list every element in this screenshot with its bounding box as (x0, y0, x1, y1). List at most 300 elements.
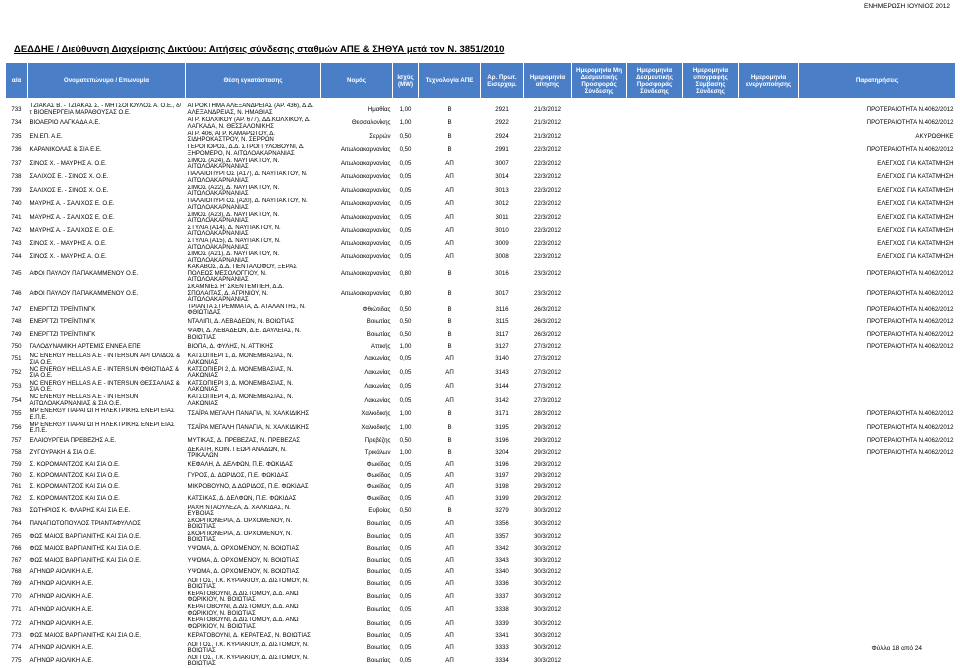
row-number: 734 (11, 119, 22, 127)
application-date: 30/3/2012 (533, 593, 562, 601)
binding-offer-date (627, 617, 683, 630)
contract-date (683, 317, 739, 328)
technology: Β (447, 506, 452, 514)
notes (799, 471, 956, 482)
activation-date (739, 317, 799, 328)
nonbinding-offer-date (572, 171, 627, 185)
notes (799, 617, 956, 630)
application-date: 26/3/2012 (533, 318, 562, 326)
technology: Β (447, 306, 452, 314)
power-mw: 0,05 (399, 579, 412, 587)
table-row (6, 460, 956, 471)
notes: ΠΡΟΤΕΡΑΙΟΤΗΤΑ Ν.4062/2012 (866, 410, 954, 418)
protocol-number: 3334 (495, 657, 509, 665)
binding-offer-date (627, 578, 683, 591)
contract-date (683, 408, 739, 422)
power-mw: 0,05 (399, 533, 412, 541)
installation-location: ΤΣΑΪΡΑ ΜΕΓΑΛΗ ΠΑΝΑΓΙΑ, Ν. ΧΑΛΚΙΔΙΚΗΣ (187, 424, 310, 432)
activation-date (739, 185, 799, 198)
header-application-date: Ημερομηνία αίτησης (524, 63, 572, 99)
prefecture: Βοιωτίας (366, 631, 391, 639)
installation-location: ΡΑΧΗ ΝΤΑΟΥΛΕΖΑ, Δ. ΧΑΛΚΙΔΑΣ, Ν. ΕΥΒΟΙΑΣ (187, 504, 291, 518)
installation-location: ΥΨΩΜΑ, Δ. ΟΡΧΟΜΕΝΟΥ, Ν. ΒΟΙΩΤΙΑΣ (187, 556, 300, 564)
technology: ΑΠ (445, 461, 454, 469)
power-mw: 0,05 (399, 619, 412, 627)
contract-date (683, 630, 739, 641)
technology: Β (447, 289, 452, 297)
prefecture: Βοιωτίας (366, 533, 391, 541)
installation-location: ΝΤΑΛΙΠΙ, Δ. ΛΕΒΑΔΕΩΝ, Ν. ΒΟΙΩΤΙΑΣ (187, 318, 295, 326)
applicant-name: NC ENERGY HELLAS A.E - INTERSUN ΑΡΓΟΛΙΔΟΣ & ΣΙΑ Ο.Ε. (29, 352, 181, 366)
activation-date (739, 531, 799, 544)
contract-date (683, 591, 739, 604)
prefecture: Βοιωτίας (366, 643, 391, 651)
notes: ΠΡΟΤΕΡΑΙΟΤΗΤΑ Ν.4062/2012 (866, 105, 954, 113)
nonbinding-offer-date (572, 317, 627, 328)
power-mw: 0,05 (399, 631, 412, 639)
power-mw: 0,05 (399, 382, 412, 390)
protocol-number: 3008 (495, 253, 509, 261)
notes (799, 493, 956, 504)
power-mw: 1,00 (399, 410, 412, 418)
installation-location: ΣΙΜΟΣ (Α23), Δ. ΝΑΥΠΑΚΤΟΥ, Ν. ΑΙΤΩΛΟΑΚΑΡΝΑΝΙΑΣ (187, 211, 280, 225)
table-row (6, 117, 956, 131)
power-mw: 0,05 (399, 545, 412, 553)
notes (799, 578, 956, 591)
activation-date (739, 422, 799, 436)
prefecture: Θεσσαλονίκης (351, 119, 391, 127)
technology: Β (447, 146, 452, 154)
power-mw: 0,05 (399, 593, 412, 601)
installation-location: ΚΑΤΣΟΠΙΕΡΙ 1, Δ. ΜΟΝΕΜΒΑΣΙΑΣ, Ν. ΛΑΚΩΝΙΑΣ (187, 352, 294, 366)
applicant-name: ΕΝΕΡΓΤΖΙ ΤΡΕΪΝΤΙΝΓΚ (29, 330, 96, 338)
applicant-name: ΤΖΙΑΚΑΣ Β. - ΤΖΙΑΚΑΣ Σ. - ΜΗΤΣΟΠΟΥΛΟΣ Α. Ο.Ε., δ/τ ΒΙΟΕΝΕΡΓΕΙΑ ΜΑΡΑΘΟΥΣΑΣ Ο.Ε. (29, 103, 182, 116)
nonbinding-offer-date (572, 144, 627, 158)
prefecture: Χαλκιδικής (361, 424, 391, 432)
installation-location: ΨΑΦΙ, Δ. ΛΕΒΑΔΕΩΝ, Δ.Ε. ΔΑΥΛΕΙΑΣ, Ν. ΒΟΙΩΤΙΑΣ (187, 328, 301, 341)
nonbinding-offer-date (572, 353, 627, 367)
application-date: 30/3/2012 (533, 520, 562, 527)
nonbinding-offer-date (572, 238, 627, 251)
contract-date (683, 251, 739, 264)
installation-location: ΤΣΑΪΡΑ ΜΕΓΑΛΗ ΠΑΝΑΓΙΑ, Ν. ΧΑΛΚΙΔΙΚΗΣ (187, 410, 310, 418)
row-number: 767 (11, 556, 22, 564)
notes (799, 505, 956, 518)
technology: Β (447, 342, 452, 350)
applicant-name: ΠΑΝΑΓΙΩΤΟΠΟΥΛΟΣ ΤΡΙΑΝΤΑΦΥΛΛΟΣ (29, 520, 141, 527)
nonbinding-offer-date (572, 328, 627, 341)
application-date: 23/3/2012 (533, 289, 562, 297)
row-number: 758 (11, 448, 22, 456)
application-date: 21/3/2012 (533, 105, 562, 113)
applicant-name: ΑΓΗΝΩΡ ΑΙΟΛΙΚΗ Α.Ε. (29, 593, 94, 601)
application-date: 29/3/2012 (533, 494, 562, 502)
technology: ΑΠ (445, 396, 454, 404)
table-row (6, 544, 956, 555)
activation-date (739, 171, 799, 185)
table-row (6, 505, 956, 518)
notes: ΕΛΕΓΧΟΣ ΓΙΑ ΚΑΤΑΤΜΗΣΗ (877, 227, 954, 235)
installation-location: ΠΑΛΑΙΟΠΥΡΓΟΣ (Α17), Δ. ΝΑΥΠΑΚΤΟΥ, Ν. ΑΙΤΩΛΟΑΚΑΡΝΑΝΙΑΣ (187, 170, 308, 184)
activation-date (739, 251, 799, 264)
binding-offer-date (627, 435, 683, 446)
nonbinding-offer-date (572, 447, 627, 460)
power-mw: 0,05 (399, 520, 412, 527)
activation-date (739, 642, 799, 655)
application-date: 29/3/2012 (533, 472, 562, 480)
power-mw: 0,05 (399, 253, 412, 261)
installation-location: ΓΥΡΟΣ, Δ. ΔΩΡΙΔΟΣ, Π.Ε. ΦΩΚΙΔΑΣ (187, 472, 289, 480)
installation-location: ΚΕΡΑΤΟΒΟΥΝΙ, Δ.ΔΙΣΤΟΜΟΥ, Δ.Δ. ΑΝΩ ΦΩΡΙΚΙΟΥ, Ν. ΒΟΙΩΤΙΑΣ (187, 604, 299, 617)
prefecture: Βοιωτίας (366, 579, 391, 587)
protocol-number: 3339 (495, 619, 509, 627)
nonbinding-offer-date (572, 493, 627, 504)
table-row (6, 555, 956, 566)
applicant-name: NC ENERGY HELLAS A.E - INTERSUN ΑΙΤΩΛΟΑΚΑΡΝΑΝΙΑΣ & ΣΙΑ Ο.Ε. (29, 394, 139, 407)
installation-location: ΥΨΩΜΑ, Δ. ΟΡΧΟΜΕΝΟΥ, Ν. ΒΟΙΩΤΙΑΣ (187, 567, 300, 575)
installation-location: ΣΤΥΛΙΑ (Α14), Δ. ΝΑΥΠΑΚΤΟΥ, Ν. ΑΙΤΩΛΟΑΚΑΡΝΑΝΙΑΣ (187, 224, 281, 238)
contract-date (683, 144, 739, 158)
prefecture: Αιτωλοακαρνανίας (340, 173, 391, 181)
contract-date (683, 544, 739, 555)
technology: ΑΠ (445, 173, 454, 181)
power-mw: 0,05 (399, 227, 412, 235)
activation-date (739, 212, 799, 225)
activation-date (739, 447, 799, 460)
table-row (6, 630, 956, 641)
notes (799, 566, 956, 577)
row-number: 751 (11, 355, 22, 363)
header-nonbinding-offer-date: Ημερομηνία Μη Δεσμευτικής Προσφοράς Σύνδεσης (572, 63, 627, 99)
notes: ΠΡΟΤΕΡΑΙΟΤΗΤΑ Ν.4062/2012 (866, 424, 954, 432)
binding-offer-date (627, 238, 683, 251)
notes (799, 531, 956, 544)
contract-date (683, 198, 739, 212)
installation-location: ΣΙΜΟΣ (Α22), Δ. ΝΑΥΠΑΚΤΟΥ, Ν. ΑΙΤΩΛΟΑΚΑΡΝΑΝΙΑΣ (187, 184, 280, 198)
nonbinding-offer-date (572, 578, 627, 591)
protocol-number: 3197 (495, 472, 509, 480)
binding-offer-date (627, 353, 683, 367)
application-date: 29/3/2012 (533, 436, 562, 444)
table-row (6, 518, 956, 531)
activation-date (739, 238, 799, 251)
contract-date (683, 435, 739, 446)
application-date: 23/3/2012 (533, 269, 562, 277)
protocol-number: 3199 (495, 494, 509, 502)
installation-location: ΛΟΓΓΟΣ, Τ.Κ. ΚΥΡΙΑΚΙΟΥ, Δ. ΔΙΣΤΟΜΟΥ, Ν. ΒΟΙΩΤΙΑΣ (187, 577, 309, 591)
notes (799, 366, 956, 380)
technology: ΑΠ (445, 472, 454, 480)
applicant-name: ΦΩΣ ΜΑΙΟΣ ΒΑΡΓΙΑΝΙΤΗΣ ΚΑΙ ΣΙΑ Ο.Ε. (29, 631, 141, 639)
application-date: 22/3/2012 (533, 146, 562, 154)
activation-date (739, 380, 799, 394)
power-mw: 1,00 (399, 424, 412, 432)
header-protocol: Αρ. Πρωτ. Εισερχομ. (481, 63, 524, 99)
application-date: 22/3/2012 (533, 173, 562, 181)
contract-date (683, 493, 739, 504)
power-mw: 0,05 (399, 186, 412, 194)
power-mw: 1,00 (399, 119, 412, 127)
table-row (6, 435, 956, 446)
protocol-number: 3342 (495, 545, 509, 553)
application-date: 27/3/2012 (533, 396, 562, 404)
notes: ΑΚΥΡΩΘΗΚΕ (915, 132, 954, 140)
table-row (6, 353, 956, 367)
row-number: 753 (11, 382, 22, 390)
installation-location: ΒΙΟΠΑ, Δ. ΦΥΛΗΣ, Ν. ΑΤΤΙΚΗΣ (187, 342, 274, 350)
protocol-number: 3012 (495, 200, 509, 208)
nonbinding-offer-date (572, 591, 627, 604)
binding-offer-date (627, 304, 683, 317)
protocol-number: 3143 (495, 369, 509, 376)
row-number: 763 (11, 506, 22, 514)
applicant-name: ΣΑΛΙΧΟΣ Ε. - ΣΙΝΟΣ Χ. Ο.Ε. (29, 186, 109, 194)
prefecture: Χαλκιδικής (361, 410, 391, 418)
binding-offer-date (627, 117, 683, 131)
contract-date (683, 117, 739, 131)
header-aa: α/α (6, 63, 28, 99)
activation-date (739, 353, 799, 367)
protocol-number: 3333 (495, 643, 509, 651)
contract-date (683, 353, 739, 367)
technology: Β (447, 318, 452, 326)
prefecture: Λακωνίας (364, 396, 391, 404)
power-mw: 1,00 (399, 342, 412, 350)
nonbinding-offer-date (572, 158, 627, 171)
notes: ΕΛΕΓΧΟΣ ΓΙΑ ΚΑΤΑΤΜΗΣΗ (877, 213, 954, 221)
technology: ΑΠ (445, 369, 454, 376)
notes: ΠΡΟΤΕΡΑΙΟΤΗΤΑ Ν.4062/2012 (866, 318, 954, 326)
nonbinding-offer-date (572, 251, 627, 264)
activation-date (739, 264, 799, 284)
prefecture: Βοιωτίας (366, 556, 391, 564)
page-title: ΔΕΔΔΗΕ / Διεύθυνση Διαχείρισης Δικτύου: Αιτήσεις σύνδεσης σταθμών ΑΠΕ & ΣΗΘΥΑ μετά τον Ν. 3851/2010 (14, 44, 505, 55)
installation-location: ΚΕΡΑΤΟΒΟΥΝΙ, Δ.ΔΙΣΤΟΜΟΥ, Δ.Δ. ΑΝΩ ΦΩΡΙΚΙΟΥ, Ν. ΒΟΙΩΤΙΑΣ (187, 590, 299, 604)
technology: Β (447, 448, 452, 456)
table-row (6, 408, 956, 422)
power-mw: 0,05 (399, 657, 412, 665)
row-number: 733 (11, 105, 22, 113)
notes: ΠΡΟΤΕΡΑΙΟΤΗΤΑ Ν.4062/2012 (866, 119, 954, 127)
technology: ΑΠ (445, 483, 454, 491)
protocol-number: 2924 (495, 132, 509, 140)
application-date: 30/3/2012 (533, 579, 562, 587)
activation-date (739, 460, 799, 471)
activation-date (739, 341, 799, 352)
technology: ΑΠ (445, 545, 454, 553)
contract-date (683, 171, 739, 185)
protocol-number: 3115 (495, 318, 509, 326)
applicant-name: ΑΓΗΝΩΡ ΑΙΟΛΙΚΗ Α.Ε. (29, 606, 94, 614)
binding-offer-date (627, 460, 683, 471)
application-date: 29/3/2012 (533, 461, 562, 469)
table-row (6, 394, 956, 408)
row-number: 756 (11, 424, 22, 432)
prefecture: Βοιωτίας (366, 520, 391, 527)
protocol-number: 3116 (495, 306, 509, 314)
notes: ΠΡΟΤΕΡΑΙΟΤΗΤΑ Ν.4062/2012 (866, 342, 954, 350)
row-number: 742 (11, 227, 22, 235)
power-mw: 0,05 (399, 396, 412, 404)
prefecture: Βοιωτίας (366, 619, 391, 627)
application-date: 30/3/2012 (533, 631, 562, 639)
contract-date (683, 566, 739, 577)
prefecture: Αττικής (370, 342, 391, 350)
activation-date (739, 225, 799, 238)
protocol-number: 3196 (495, 436, 509, 444)
technology: ΑΠ (445, 355, 454, 363)
table-row (6, 251, 956, 264)
row-number: 752 (11, 369, 22, 376)
protocol-number: 3195 (495, 424, 509, 432)
header-notes: Παρατηρήσεις (799, 63, 956, 99)
activation-date (739, 604, 799, 617)
row-number: 773 (11, 631, 22, 639)
protocol-number: 3196 (495, 461, 509, 469)
installation-location: ΚΕΦΑΛΗ, Δ. ΔΕΛΦΩΝ, Π.Ε. ΦΩΚΙΔΑΣ (187, 461, 294, 469)
activation-date (739, 544, 799, 555)
row-number: 755 (11, 410, 22, 418)
technology: Β (447, 119, 452, 127)
contract-date (683, 642, 739, 655)
binding-offer-date (627, 212, 683, 225)
applicant-name: ΚΑΡΑΝΙΚΟΛΑΣ & ΣΙΑ Ε.Ε. (29, 146, 102, 154)
binding-offer-date (627, 630, 683, 641)
activation-date (739, 578, 799, 591)
applicant-name: ΜΑΥΡΗΣ Α. - ΣΑΛΙΧΟΣ Ε. Ο.Ε. (29, 227, 115, 235)
header-activation-date: Ημερομηνία ενεργοποίησης (739, 63, 799, 99)
activation-date (739, 630, 799, 641)
technology: Β (447, 424, 452, 432)
protocol-number: 2991 (495, 146, 509, 154)
contract-date (683, 555, 739, 566)
prefecture: Φωκίδας (366, 461, 391, 469)
activation-date (739, 493, 799, 504)
binding-offer-date (627, 604, 683, 617)
table-row (6, 366, 956, 380)
contract-date (683, 304, 739, 317)
table-row (6, 264, 956, 284)
protocol-number: 3340 (495, 567, 509, 575)
row-number: 735 (11, 132, 22, 140)
table-row (6, 493, 956, 504)
row-number: 747 (11, 306, 22, 314)
installation-location: ΔΕΚΑΤΗ, ΚΟΙΝ. ΓΕΩΡΓΑΝΑΔΩΝ, Ν. ΤΡΙΚΑΛΩΝ (187, 446, 287, 460)
applicant-name: ΦΩΣ ΜΑΙΟΣ ΒΑΡΓΙΑΝΙΤΗΣ ΚΑΙ ΣΙΑ Ο.Ε. (29, 545, 141, 553)
nonbinding-offer-date (572, 198, 627, 212)
installation-location: ΚΑΤΣΙΚΑΣ, Δ. ΔΕΛΦΩΝ, Π.Ε. ΦΩΚΙΔΑΣ (187, 494, 297, 502)
table-row (6, 566, 956, 577)
notes: ΠΡΟΤΕΡΑΙΟΤΗΤΑ Ν.4062/2012 (866, 448, 954, 456)
prefecture: Βοιωτίας (366, 545, 391, 553)
binding-offer-date (627, 531, 683, 544)
prefecture: Φθιώτιδας (362, 306, 391, 314)
table-row (6, 380, 956, 394)
installation-location: ΓΕΡΟΠΟΡΟΣ, Δ.Δ. ΣΤΡΟΓΓΥΛΟΒΟΥΝΙ, Δ. ΞΗΡΟΜΕΡΟ, Ν. ΑΙΤΩΛΟΑΚΑΡΝΑΝΙΑΣ (187, 143, 305, 157)
row-number: 744 (11, 253, 22, 261)
installation-location: ΚΑΤΣΟΠΙΕΡΙ 2, Δ. ΜΟΝΕΜΒΑΣΙΑΣ, Ν. ΛΑΚΩΝΙΑΣ (187, 366, 294, 380)
installation-location: ΚΕΡΑΤΟΒΟΥΝΙ, Δ.ΔΙΣΤΟΜΟΥ, Δ.Δ. ΑΝΩ ΦΩΡΙΚΙΟΥ, Ν. ΒΟΙΩΤΙΑΣ (187, 617, 299, 630)
power-mw: 0,05 (399, 567, 412, 575)
binding-offer-date (627, 185, 683, 198)
binding-offer-date (627, 198, 683, 212)
prefecture: Λακωνίας (364, 369, 391, 376)
row-number: 766 (11, 545, 22, 553)
prefecture: Βοιωτίας (366, 593, 391, 601)
prefecture: Αιτωλοακαρνανίας (340, 159, 391, 167)
prefecture: Φωκίδας (366, 494, 391, 502)
contract-date (683, 158, 739, 171)
protocol-number: 3336 (495, 579, 509, 587)
notes: ΠΡΟΤΕΡΑΙΟΤΗΤΑ Ν.4062/2012 (866, 436, 954, 444)
installation-location: ΑΓΡ. ΚΟΛΧΙΚΟΥ (ΑΡ. 677), ΔΔ.ΚΟΛΧΙΚΟΥ, Δ. ΛΑΓΚΑΔΑ, Ν. ΘΕΣΣΑΛΟΝΙΚΗΣ (187, 116, 311, 130)
notes (799, 394, 956, 408)
notes: ΠΡΟΤΕΡΑΙΟΤΗΤΑ Ν.4062/2012 (866, 330, 954, 338)
application-date: 22/3/2012 (533, 186, 562, 194)
table-row (6, 317, 956, 328)
prefecture: Φωκίδας (366, 483, 391, 491)
notes: ΕΛΕΓΧΟΣ ΓΙΑ ΚΑΤΑΤΜΗΣΗ (877, 253, 954, 261)
row-number: 741 (11, 213, 22, 221)
prefecture: Βοιωτίας (366, 657, 391, 665)
table-row (6, 482, 956, 493)
prefecture: Αιτωλοακαρνανίας (340, 146, 391, 154)
prefecture: Αιτωλοακαρνανίας (340, 186, 391, 194)
contract-date (683, 212, 739, 225)
application-date: 30/3/2012 (533, 619, 562, 627)
technology: ΑΠ (445, 579, 454, 587)
binding-offer-date (627, 493, 683, 504)
power-mw: 0,05 (399, 606, 412, 614)
notes: ΠΡΟΤΕΡΑΙΟΤΗΤΑ Ν.4062/2012 (866, 269, 954, 277)
nonbinding-offer-date (572, 284, 627, 304)
header-binding-offer-date: Ημερομηνία Δεσμευτικής Προσφοράς Σύνδεσης (627, 63, 683, 99)
protocol-number: 2921 (495, 105, 509, 113)
application-date: 29/3/2012 (533, 448, 562, 456)
table-row (6, 604, 956, 617)
activation-date (739, 505, 799, 518)
notes: ΕΛΕΓΧΟΣ ΓΙΑ ΚΑΤΑΤΜΗΣΗ (877, 159, 954, 167)
contract-date (683, 103, 739, 117)
application-date: 22/3/2012 (533, 227, 562, 235)
row-number: 754 (11, 396, 22, 404)
nonbinding-offer-date (572, 544, 627, 555)
installation-location: ΠΑΛΑΙΟΠΥΡΓΟΣ (Α20), Δ. ΝΑΥΠΑΚΤΟΥ, Ν. ΑΙΤΩΛΟΑΚΑΡΝΑΝΙΑΣ (187, 197, 308, 211)
activation-date (739, 304, 799, 317)
power-mw: 0,80 (399, 269, 412, 277)
protocol-number: 3204 (495, 448, 509, 456)
binding-offer-date (627, 144, 683, 158)
applications-table (5, 62, 956, 668)
table-row (6, 447, 956, 460)
protocol-number: 3009 (495, 240, 509, 248)
contract-date (683, 366, 739, 380)
applicant-name: ΑΓΗΝΩΡ ΑΙΟΛΙΚΗ Α.Ε. (29, 657, 94, 665)
power-mw: 1,00 (399, 105, 412, 113)
technology: ΑΠ (445, 227, 454, 235)
table-row (6, 225, 956, 238)
contract-date (683, 422, 739, 436)
application-date: 27/3/2012 (533, 355, 562, 363)
binding-offer-date (627, 251, 683, 264)
technology: ΑΠ (445, 494, 454, 502)
prefecture: Αιτωλοακαρνανίας (340, 240, 391, 248)
contract-date (683, 185, 739, 198)
technology: ΑΠ (445, 606, 454, 614)
installation-location: ΑΓΡ. 406, ΑΓΡ. ΚΑΜΑΡΩΤΟΥ, Δ. ΣΙΔΗΡΟΚΑΣΤΡΟΥ, Ν. ΣΕΡΡΩΝ (187, 130, 276, 144)
table-row (6, 131, 956, 144)
binding-offer-date (627, 394, 683, 408)
